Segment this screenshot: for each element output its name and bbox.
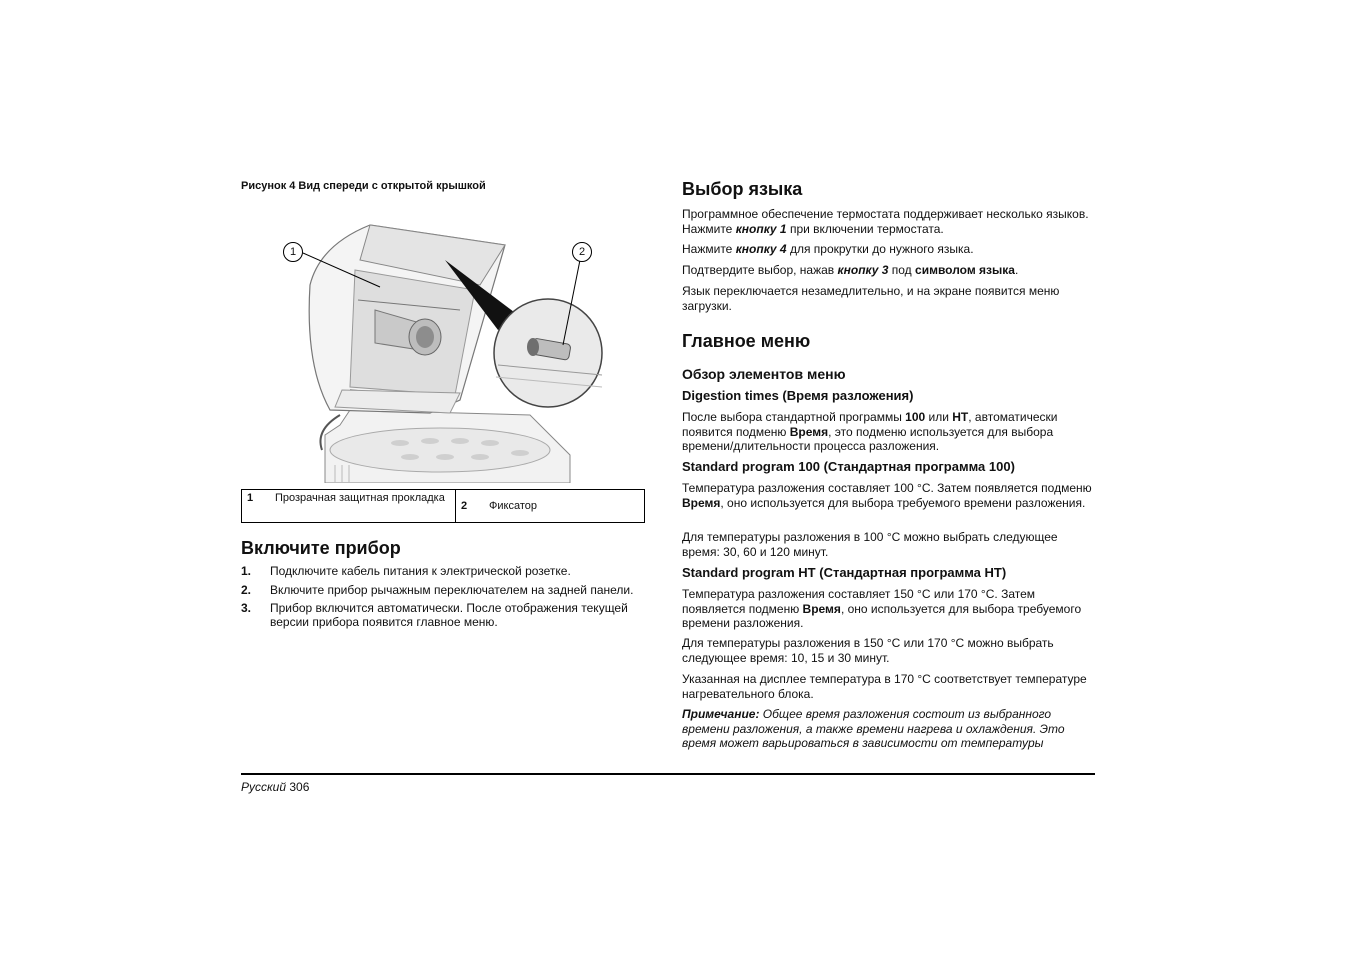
footer-divider [241,773,1095,775]
language-paragraph-4: Язык переключается незамедлительно, и на экране появится меню загрузки. [682,284,1060,313]
std-100-heading: Standard program 100 (Стандартная программа 100) [682,459,1015,474]
callout-2: 2 [572,242,592,262]
list-item [241,584,653,598]
std-ht-paragraph-1: Температура разложения составляет 150 °C или 170 °C. Затем появляется подменю Время, оно используется для выбора требуемого времени разложения. [682,587,1082,630]
step-text: Прибор включится автоматически. После отображения текущей версии прибора появится главное меню. [270,601,628,629]
legend-text: Фиксатор [484,490,645,523]
list-item [241,565,653,579]
language-paragraph-2: Нажмите кнопку 4 для прокрутки до нужного языка. [682,242,974,256]
language-heading: Выбор языка [682,179,803,199]
language-paragraph-3: Подтвердите выбор, нажав кнопку 3 под символом языка. [682,263,1019,277]
step-number: 2. [241,582,252,597]
step-text: Включите прибор рычажным переключателем на задней панели. [270,582,634,597]
callout-1: 1 [283,242,303,262]
page-footer [241,780,309,794]
std-ht-paragraph-3: Указанная на дисплее температура в 170 °C соответствует температуре нагревательного блока. [682,672,1087,701]
legend-num: 2 [456,490,485,523]
step-number: 1. [241,564,252,578]
step-text: Подключите кабель питания к электрической розетке. [270,564,571,578]
figure-legend-table [241,489,645,523]
table-row [242,490,645,523]
digestion-times-paragraph: После выбора стандартной программы 100 или HT, автоматически появится подменю Время, это подменю используется для выбора времени/длительности процесса разложения. [682,410,1058,453]
digestion-times-heading: Digestion times (Время разложения) [682,388,914,403]
legend-num: 1 [242,490,271,523]
std-100-paragraph-2: Для температуры разложения в 100 °C можно выбрать следующее время: 30, 60 и 120 минут. [682,530,1058,559]
note-label: Примечание: [682,707,760,721]
std-ht-heading: Standard program HT (Стандартная программа HT) [682,565,1007,580]
list-item [241,602,653,629]
main-menu-heading: Главное меню [682,331,811,351]
page-number: 306 [289,780,310,794]
menu-overview-heading: Обзор элементов меню [682,366,846,382]
step-number: 3. [241,601,252,615]
figure-caption: Рисунок 4 Вид спереди с открытой крышкой [241,180,486,192]
std-ht-paragraph-2: Для температуры разложения в 150 °C или 170 °C можно выбрать следующее время: 10, 15 и 30 минут. [682,636,1054,665]
language-paragraph-1: Программное обеспечение термостата поддерживает несколько языков. Нажмите кнопку 1 при включении термостата. [682,207,1089,236]
std-100-paragraph-1: Температура разложения составляет 100 °C. Затем появляется подменю Время, оно используется для выбора требуемого времени разложения. [682,481,1092,510]
note-paragraph: Примечание: Общее время разложения состоит из выбранного времени разложения, а также времени нагрева и охлаждения. Это время может варьироваться в зависимости от температуры [682,707,1065,750]
legend-text: Прозрачная защитная прокладка [270,490,456,523]
power-on-heading: Включите прибор [241,538,401,558]
device-illustration [280,215,605,483]
footer-language: Русский [241,780,287,794]
power-on-steps [241,565,653,634]
